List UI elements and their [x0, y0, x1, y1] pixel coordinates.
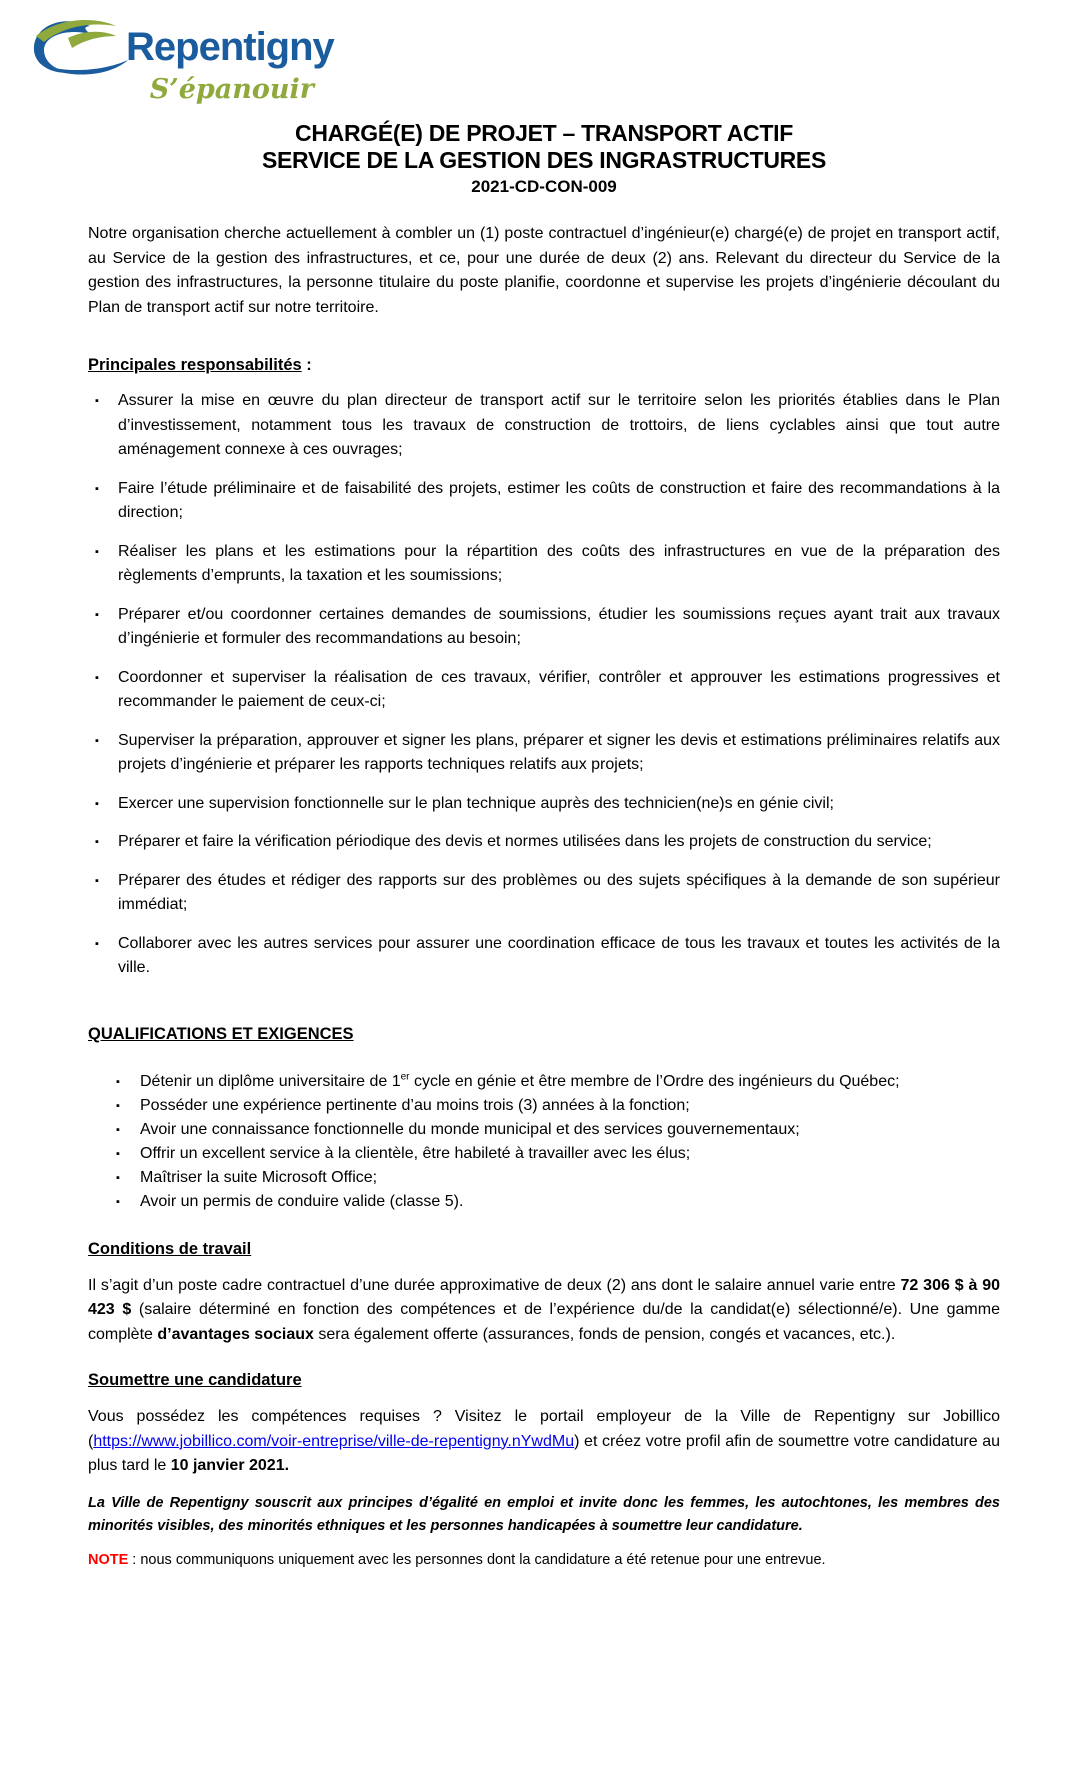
responsibility-item	[88, 792, 1000, 817]
qualifications-heading-text: QUALIFICATIONS ET EXIGENCES	[88, 1024, 354, 1043]
text-segment: ) et créez votre profil afin de soumettre votre candidature au plus tard le	[88, 1432, 1000, 1474]
responsibilities-list	[88, 389, 1000, 981]
logo-tagline: S’épanouir	[149, 74, 314, 105]
square-bullet-icon: ▪	[95, 836, 99, 848]
note-label: NOTE	[88, 1551, 129, 1568]
responsibility-text: Superviser la préparation, approuver et signer les plans, préparer et signer les devis et estimations préliminaires relatifs aux projets d’ingénierie et préparer les rapports techniques relatifs aux projets;	[118, 731, 1000, 773]
square-bullet-icon: ▪	[116, 1123, 120, 1136]
responsibilities-heading	[88, 356, 1000, 375]
qualification-text: Offrir un excellent service à la clientèle, être habileté à travailler avec les élus;	[140, 1144, 691, 1162]
qualifications-heading	[88, 1025, 1000, 1044]
responsibility-item	[88, 540, 1000, 589]
submit-application-heading-text: Soumettre une candidature	[88, 1371, 302, 1389]
qualification-item	[88, 1070, 1000, 1094]
repentigny-swoosh-icon	[28, 10, 132, 84]
logo-row	[28, 10, 334, 84]
job-title-line2: SERVICE DE LA GESTION DES INGRASTRUCTURES	[261, 147, 827, 173]
note-line	[88, 1549, 1000, 1571]
submit-application-paragraph	[88, 1405, 1000, 1479]
square-bullet-icon: ▪	[116, 1171, 120, 1184]
qualification-text	[140, 1073, 900, 1090]
jobillico-link[interactable]: https://www.jobillico.com/voir-entreprise/ville-de-repentigny.nYwdMu	[93, 1432, 575, 1450]
square-bullet-icon: ▪	[95, 545, 99, 558]
qualification-item	[88, 1118, 1000, 1142]
qualification-item	[88, 1190, 1000, 1214]
logo-wordmark: Repentigny	[126, 24, 334, 69]
work-conditions-heading-text: Conditions de travail	[88, 1239, 252, 1258]
square-bullet-icon: ▪	[116, 1075, 120, 1088]
qualification-text: Avoir un permis de conduire valide (classe 5).	[140, 1192, 464, 1210]
square-bullet-icon: ▪	[95, 937, 99, 950]
responsibility-item	[88, 603, 1000, 652]
responsibility-item	[88, 932, 1000, 981]
text-segment: 10 janvier 2021.	[170, 1457, 290, 1474]
text-segment: 72 306 $ à 90 423 $	[88, 1276, 1000, 1318]
responsibility-text: Réaliser les plans et les estimations pour la répartition des coûts des infrastructures en vue de la préparation des règlements d’emprunts, la taxation et les soumissions;	[118, 542, 1000, 584]
responsibility-item	[88, 869, 1000, 918]
qualification-text: Avoir une connaissance fonctionnelle du monde municipal et des services gouvernementaux;	[140, 1120, 800, 1138]
responsibility-item	[88, 389, 1000, 463]
work-conditions-heading	[88, 1240, 1000, 1259]
responsibility-item	[88, 830, 1000, 855]
posting-reference-number: 2021-CD-CON-009	[471, 177, 617, 196]
responsibilities-heading-colon: :	[301, 356, 312, 374]
responsibility-text: Faire l’étude préliminaire et de faisabilité des projets, estimer les coûts de construction et faire des recommandations à la direction;	[118, 479, 1000, 521]
square-bullet-icon: ▪	[95, 671, 99, 684]
text-segment: Détenir un diplôme universitaire de 1	[140, 1072, 401, 1090]
text-segment: cycle en génie et être membre de l’Ordre des ingénieurs du Québec;	[409, 1072, 900, 1090]
responsibility-text: Exercer une supervision fonctionnelle sur le plan technique auprès des technicien(ne)s en génie civil;	[118, 794, 834, 812]
text-segment: Il s’agit d’un poste cadre contractuel d’une durée approximative de deux (2) ans dont le salaire annuel varie entre	[88, 1276, 901, 1294]
square-bullet-icon: ▪	[116, 1099, 120, 1112]
square-bullet-icon: ▪	[116, 1147, 120, 1160]
qualifications-list	[88, 1070, 1000, 1214]
repentigny-logo	[28, 10, 334, 105]
responsibility-item	[88, 666, 1000, 715]
responsibility-text: Préparer et faire la vérification périodique des devis et normes utilisées dans les projets de construction du service;	[118, 833, 932, 850]
qualification-text: Posséder une expérience pertinente d’au moins trois (3) années à la fonction;	[140, 1096, 690, 1114]
submit-application-heading	[88, 1371, 1000, 1390]
intro-paragraph: Notre organisation cherche actuellement à combler un (1) poste contractuel d’ingénieur(e) chargé(e) de projet en transport actif, au Service de la gestion des infrastructures, et ce, pour une durée de deux (2) ans. Relevant du directeur du Service de la gestion des infrastructures, la personne titulaire du poste planifie, coordonne et supervise les projets d’ingénierie découlant du Plan de transport actif sur notre territoire.	[88, 225, 1000, 316]
text-segment: sera également offerte (assurances, fonds de pension, congés et vacances, etc.).	[313, 1325, 896, 1343]
square-bullet-icon: ▪	[95, 797, 99, 810]
responsibility-item	[88, 477, 1000, 526]
equal-opportunity-disclaimer: La Ville de Repentigny souscrit aux principes d’égalité en emploi et invite donc les femmes, les autochtones, les membres des minorités visibles, des minorités ethniques et les personnes handicapées à soumettre leur candidature.	[88, 1494, 1000, 1534]
qualification-item	[88, 1094, 1000, 1118]
square-bullet-icon: ▪	[95, 874, 99, 887]
qualification-item	[88, 1166, 1000, 1190]
text-segment: d’avantages sociaux	[157, 1325, 314, 1343]
responsibility-text: Assurer la mise en œuvre du plan directeur de transport actif sur le territoire selon les priorités établies dans le Plan d’investissement, notamment tous les travaux de construction de trottoirs, de liens cyclables ainsi que tout autre aménagement connexe à ces ouvrages;	[118, 392, 1000, 458]
work-conditions-paragraph	[88, 1274, 1000, 1348]
square-bullet-icon: ▪	[116, 1195, 120, 1208]
square-bullet-icon: ▪	[95, 734, 99, 747]
text-segment: (salaire déterminé en fonction des compétences et de l’expérience du/de la candidat(e) sélectionné/e). Une gamme complète	[88, 1301, 1000, 1343]
responsibility-text: Coordonner et superviser la réalisation de ces travaux, vérifier, contrôler et approuver les estimations progressives et recommander le paiement de ceux-ci;	[118, 668, 1000, 710]
qualification-text: Maîtriser la suite Microsoft Office;	[140, 1168, 378, 1186]
responsibility-item	[88, 729, 1000, 778]
job-title-line1: CHARGÉ(E) DE PROJET – TRANSPORT ACTIF	[295, 120, 793, 146]
square-bullet-icon: ▪	[95, 608, 99, 621]
responsibility-text: Préparer et/ou coordonner certaines demandes de soumissions, étudier les soumissions reçues ayant trait aux travaux d’ingénierie et formuler des recommandations au besoin;	[118, 605, 1000, 647]
text-segment: Vous possédez les compétences requises ? Visitez le portail employeur de la Ville de Repentigny sur Jobillico (	[88, 1408, 1000, 1450]
text-segment: : nous communiquons uniquement avec les personnes dont la candidature a été retenue pour une entrevue.	[128, 1551, 826, 1568]
responsibilities-heading-text: Principales responsabilités	[88, 356, 302, 374]
responsibility-text: Collaborer avec les autres services pour assurer une coordination efficace de tous les travaux et toutes les activités de la ville.	[118, 934, 1000, 976]
square-bullet-icon: ▪	[95, 482, 99, 495]
document-title-block	[88, 120, 1000, 197]
text-segment: er	[400, 1071, 410, 1083]
qualification-item	[88, 1142, 1000, 1166]
responsibility-text: Préparer des études et rédiger des rapports sur des problèmes ou des sujets spécifiques à la demande de son supérieur immédiat;	[118, 871, 1000, 913]
square-bullet-icon: ▪	[95, 395, 99, 407]
